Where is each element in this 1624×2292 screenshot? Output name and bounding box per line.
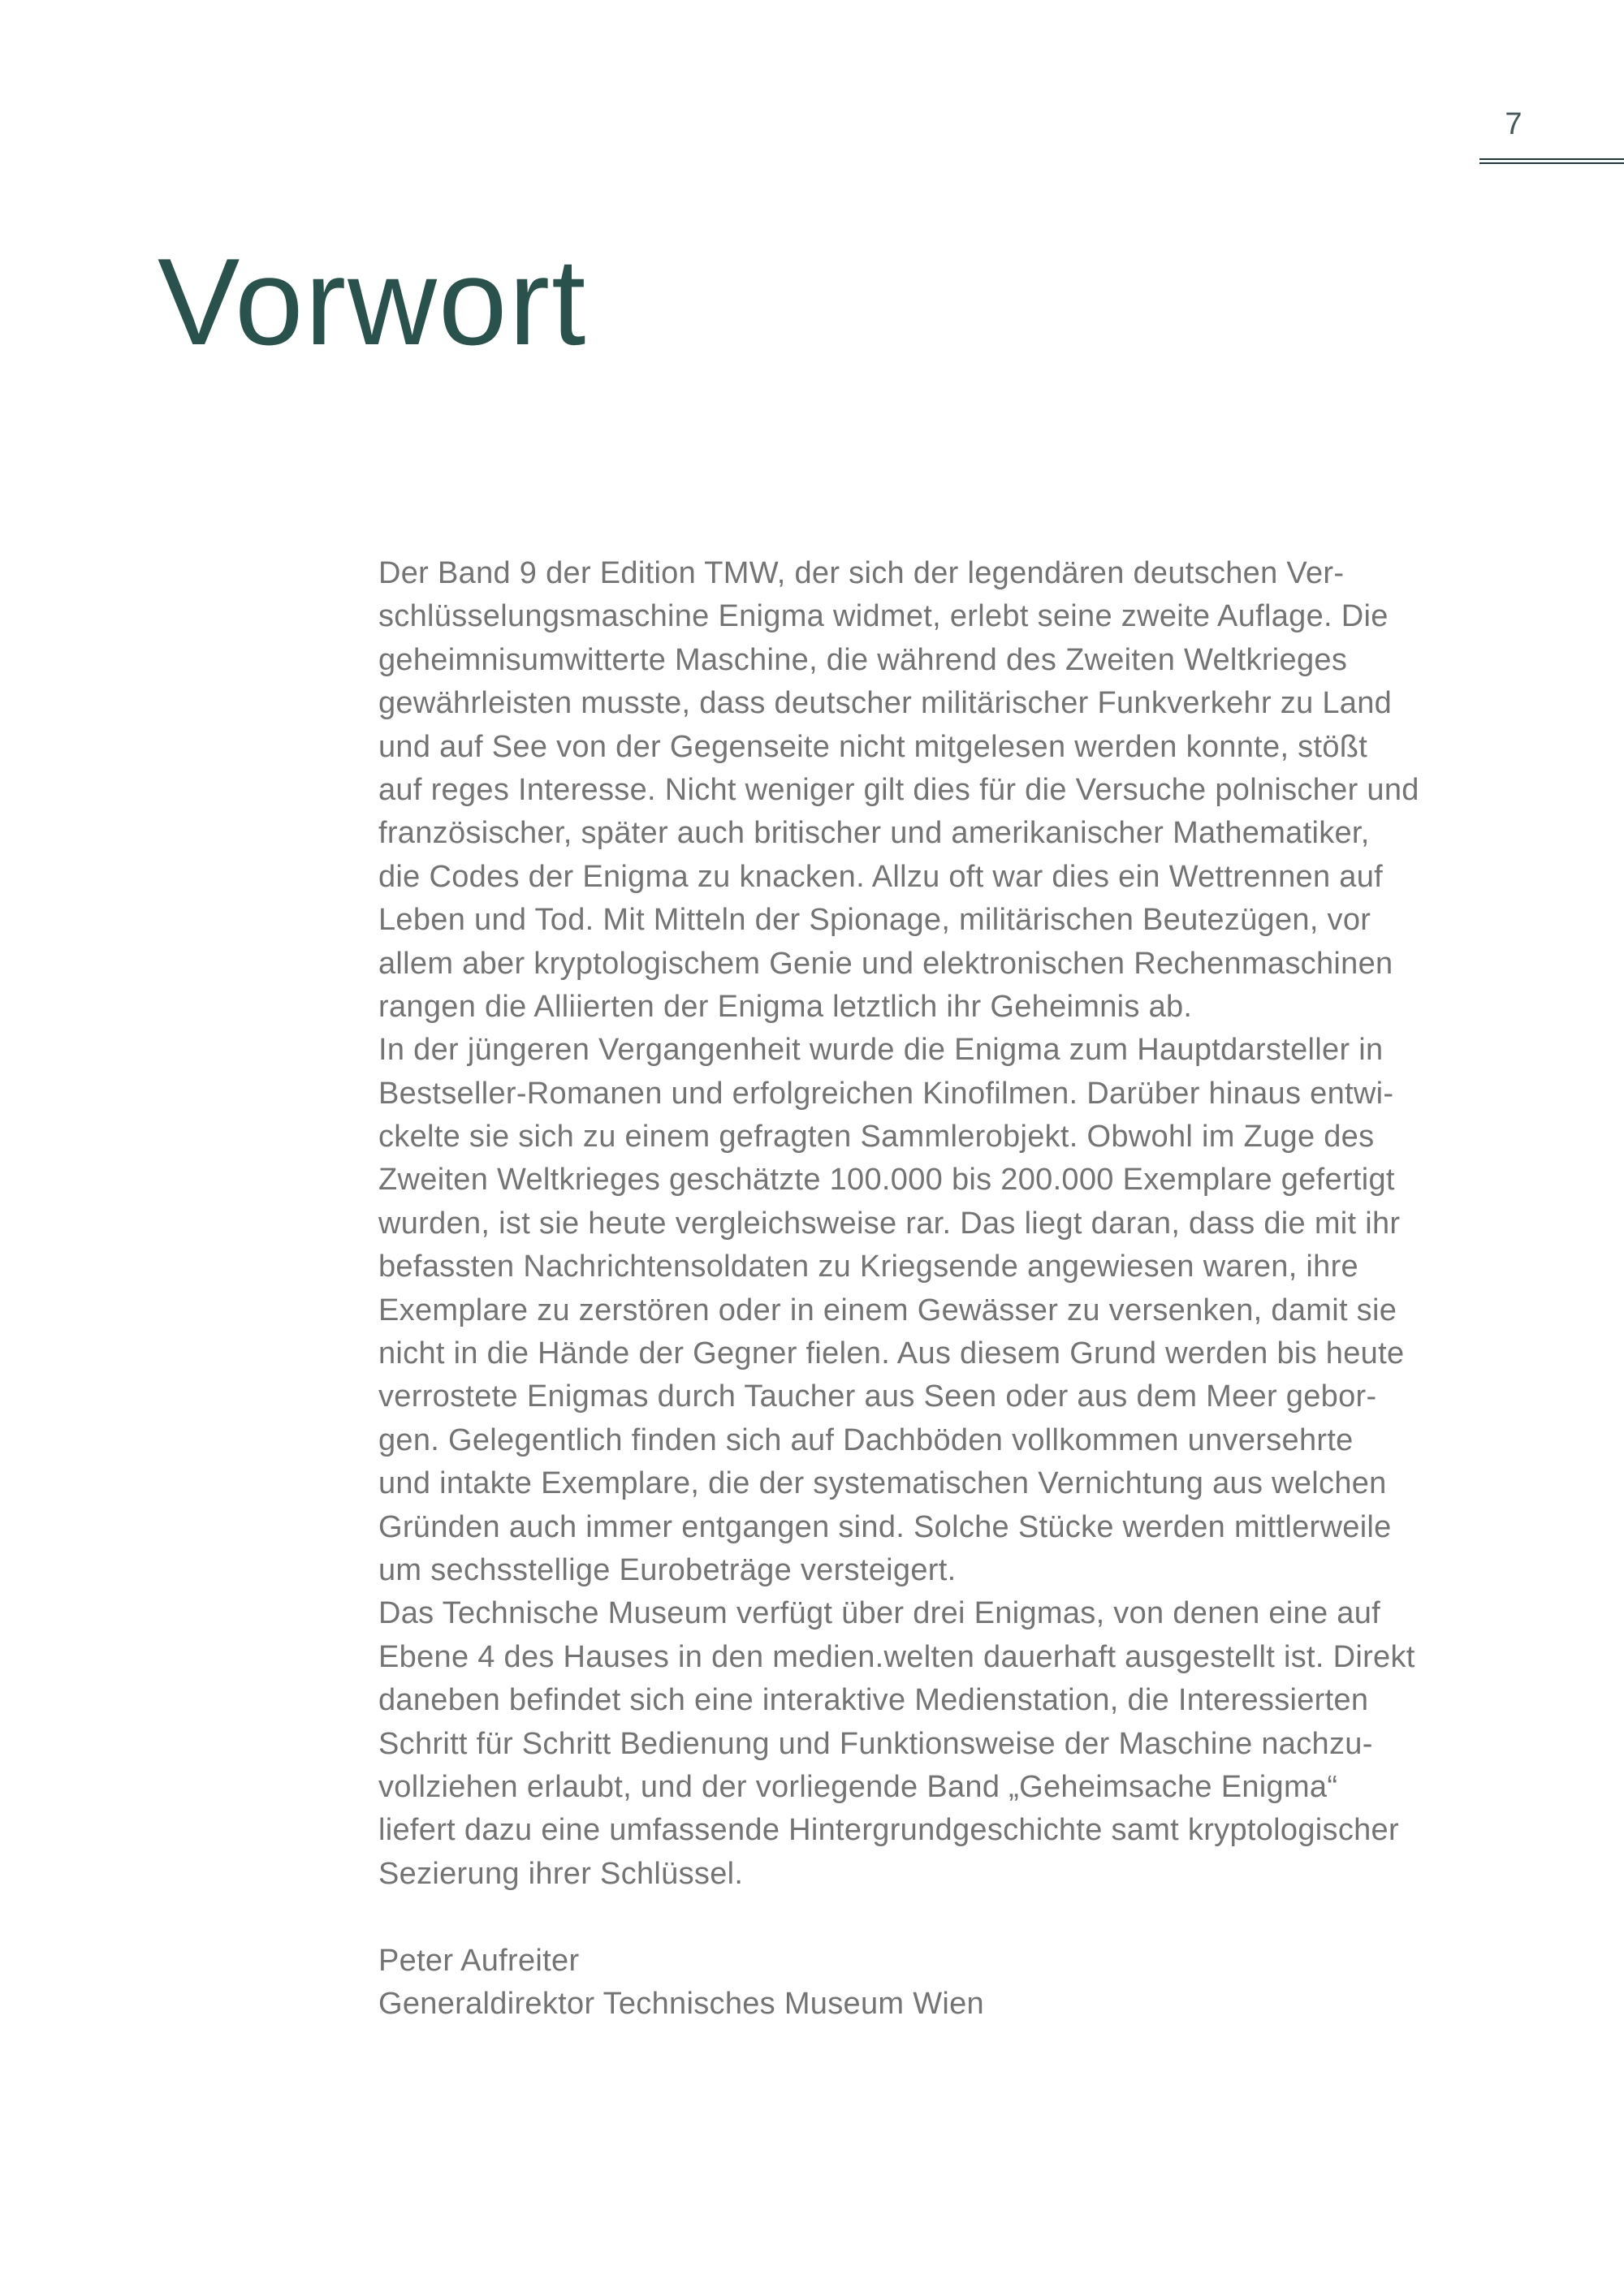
text-line: Schritt für Schritt Bedienung und Funktionsweise der Maschine nachzu- <box>378 1726 1373 1761</box>
text-line: die Codes der Enigma zu knacken. Allzu oft war dies ein Wettrennen auf <box>378 859 1383 894</box>
text-line: Sezierung ihrer Schlüssel. <box>378 1856 744 1891</box>
text-line: befassten Nachrichtensoldaten zu Kriegsende angewiesen waren, ihre <box>378 1250 1358 1284</box>
text-line: französischer, später auch britischer und amerikanischer Mathematiker, <box>378 816 1370 851</box>
text-line: nicht in die Hände der Gegner fielen. Aus diesem Grund werden bis heute <box>378 1336 1405 1371</box>
paragraph <box>378 552 1483 1029</box>
text-line: Das Technische Museum verfügt über drei Enigmas, von denen eine auf <box>378 1596 1380 1631</box>
text-line: verrostete Enigmas durch Taucher aus Seen oder aus dem Meer gebor- <box>378 1379 1377 1414</box>
text-line: In der jüngeren Vergangenheit wurde die Enigma zum Hauptdarsteller in <box>378 1033 1384 1068</box>
blank-line <box>378 1896 1483 1939</box>
signature-role: Generaldirektor Technisches Museum Wien <box>378 1986 984 2021</box>
text-line: und intakte Exemplare, die der systematischen Vernichtung aus welchen <box>378 1466 1387 1501</box>
text-line: Zweiten Weltkrieges geschätzte 100.000 bis 200.000 Exemplare gefertigt <box>378 1163 1395 1198</box>
text-line: allem aber kryptologischem Genie und elektronischen Rechenmaschinen <box>378 946 1393 981</box>
text-line: daneben befindet sich eine interaktive Medienstation, die Interessierten <box>378 1683 1369 1718</box>
text-line: schlüsselungsmaschine Enigma widmet, erlebt seine zweite Auflage. Die <box>378 599 1389 634</box>
text-line: auf reges Interesse. Nicht weniger gilt dies für die Versuche polnischer und <box>378 772 1419 807</box>
text-line: gen. Gelegentlich finden sich auf Dachböden vollkommen unversehrte <box>378 1422 1354 1457</box>
text-line: Ebene 4 des Hauses in den medien.welten dauerhaft ausgestellt ist. Direkt <box>378 1639 1415 1674</box>
text-line: gewährleisten musste, dass deutscher militärischer Funkverkehr zu Land <box>378 686 1393 721</box>
text-line: liefert dazu eine umfassende Hintergrundgeschichte samt kryptologischer <box>378 1813 1399 1848</box>
text-line: Der Band 9 der Edition TMW, der sich der legendären deutschen Ver- <box>378 556 1345 590</box>
text-line: Exemplare zu zerstören oder in einem Gewässer zu versenken, damit sie <box>378 1293 1397 1327</box>
page-number: 7 <box>1505 107 1522 141</box>
signature <box>378 1940 1483 2027</box>
paragraph <box>378 1592 1483 1896</box>
text-line: geheimnisumwitterte Maschine, die während des Zweiten Weltkrieges <box>378 642 1348 677</box>
paragraphs <box>378 552 1483 1896</box>
text-line: Gründen auch immer entgangen sind. Solche Stücke werden mittlerweile <box>378 1509 1392 1544</box>
text-line: wurden, ist sie heute vergleichsweise rar. Das liegt daran, dass die mit ihr <box>378 1206 1401 1241</box>
text-line: vollziehen erlaubt, und der vorliegende Band „Geheimsache Enigma“ <box>378 1769 1338 1804</box>
body-text <box>378 552 1483 2026</box>
signature-name: Peter Aufreiter <box>378 1943 580 1978</box>
text-line: Bestseller-Romanen und erfolgreichen Kinofilmen. Darüber hinaus entwi- <box>378 1076 1394 1111</box>
text-line: Leben und Tod. Mit Mitteln der Spionage, militärischen Beutezügen, vor <box>378 903 1371 938</box>
text-line: um sechsstellige Eurobeträge versteigert. <box>378 1552 957 1587</box>
text-line: rangen die Alliierten der Enigma letztlich ihr Geheimnis ab. <box>378 989 1193 1024</box>
text-line: ckelte sie sich zu einem gefragten Sammlerobjekt. Obwohl im Zuge des <box>378 1120 1375 1155</box>
paragraph <box>378 1029 1483 1592</box>
header-rule <box>1479 158 1624 164</box>
text-line: und auf See von der Gegenseite nicht mitgelesen werden konnte, stößt <box>378 729 1368 764</box>
page-title: Vorwort <box>158 233 588 371</box>
